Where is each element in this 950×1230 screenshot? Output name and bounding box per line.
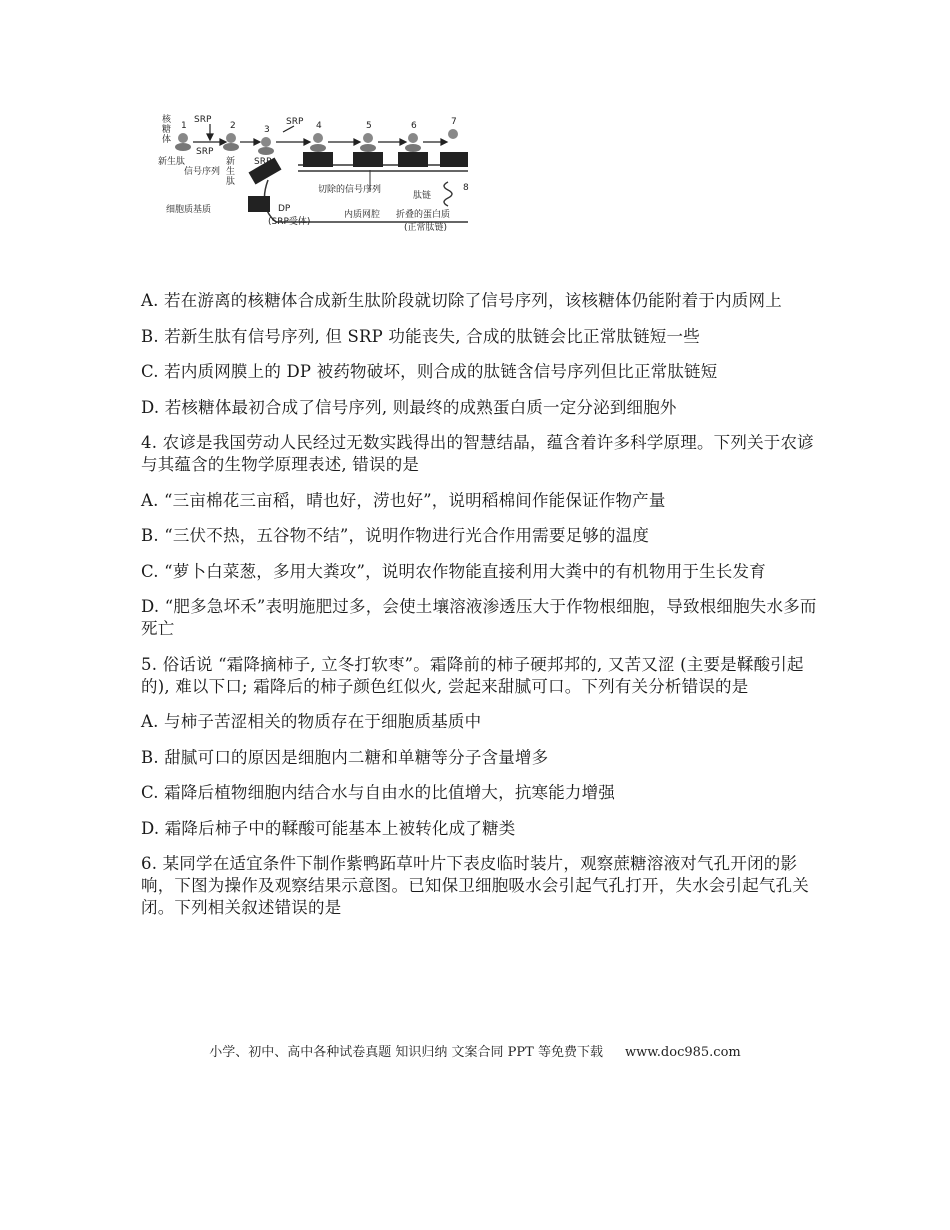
folded-protein-shape [444,182,452,206]
label-folded-protein: 折叠的蛋白质 [396,210,451,220]
q5-stem: 5. 俗话说 “霜降摘柿子, 立冬打软枣”。霜降前的柿子硬邦邦的, 又苦又涩 (主要是鞣酸引起的), 难以下口; 霜降后的柿子颜色红似火, 尝起来甜腻可口。下列有关分析错误的是 [141,654,804,696]
step-3: 3 [264,125,270,135]
q3-option-d: D. 若核糖体最初合成了信号序列, 则最终的成熟蛋白质一定分泌到细胞外 [141,397,677,417]
q5-option-a: A. 与柿子苦涩相关的物质存在于细胞质基质中 [141,712,482,731]
label-srp-top: SRP [194,115,212,125]
label-ribosome-1: 核糖体 [162,115,172,145]
step-5: 5 [366,121,372,131]
ribosome-3 [258,137,274,155]
label-normal-chain: (正常肽链) [404,223,448,233]
step-1: 1 [181,121,187,131]
step-8: 8 [463,183,469,193]
label-er-lumen: 内质网腔 [344,210,381,220]
q3-option-b: B. 若新生肽有信号序列, 但 SRP 功能丧失, 合成的肽链会比正常肽链短一些 [141,326,700,346]
label-signal-seq: 信号序列 [184,167,221,177]
q3-option-c: C. 若内质网膜上的 DP 被药物破坏，则合成的肽链含信号序列但比正常肽链短 [141,362,718,381]
q4-option-d: D. “肥多急坏禾”表明施肥过多，会使土壤溶液渗透压大于作物根细胞，导致根细胞失水多而死亡 [141,597,817,638]
ribosome-1 [175,133,191,151]
q4-stem: 4. 农谚是我国劳动人民经过无数实践得出的智慧结晶，蕴含着许多科学原理。下列关于农谚与其蕴含的生物学原理表述, 错误的是 [141,433,814,474]
q6-stem: 6. 某同学在适宜条件下制作紫鸭跖草叶片下表皮临时装片，观察蔗糖溶液对气孔开闭的影响，下图为操作及观察结果示意图。已知保卫细胞吸水会引起气孔打开，失水会引起气孔关闭。下列相关叙述错误的是 [141,854,809,917]
label-nascent-peptide: 新生肽 [158,157,186,167]
ribosome-4 [303,133,333,167]
q4-option-a: A. “三亩棉花三亩稻，晴也好，涝也好”，说明稻棉间作能保证作物产量 [141,490,666,510]
figure-svg [158,112,483,240]
label-srp-right: SRP [286,117,304,127]
label-cytoplasm-matrix: 细胞质基质 [166,205,212,215]
label-srp-mid: SRP [196,147,214,157]
ribosome-6 [398,133,428,167]
label-peptide-chain: 肽链 [413,191,432,201]
footer-text: 小学、初中、高中各种试卷真题 知识归纳 文案合同 PPT 等免费下载 [209,1045,603,1060]
footer-url[interactable]: www.doc985.com [624,1045,741,1060]
q3-option-a: A. 若在游离的核糖体合成新生肽阶段就切除了信号序列，该核糖体仍能附着于内质网上 [141,291,782,310]
step-7: 7 [451,117,457,127]
ribosome-5 [353,133,383,167]
question-content [141,290,817,933]
step-4: 4 [316,121,322,131]
q4-option-c: C. “萝卜白菜葱，多用大粪攻”，说明农作物能直接利用大粪中的有机物用于生长发育 [141,561,766,581]
label-cut-signal: 切除的信号序列 [318,185,382,195]
label-srp-side: SRP [254,157,272,167]
q5-option-b: B. 甜腻可口的原因是细胞内二糖和单糖等分子含量增多 [141,747,549,767]
label-dp: DP [278,204,291,214]
ribosome-7 [440,129,468,167]
q5-option-d: D. 霜降后柿子中的鞣酸可能基本上被转化成了糖类 [141,818,516,838]
q4-option-b: B. “三伏不热，五谷物不结”，说明作物进行光合作用需要足够的温度 [141,526,650,545]
q5-option-c: C. 霜降后植物细胞内结合水与自由水的比值增大，抗寒能力增强 [141,783,616,802]
protein-synthesis-figure [158,112,483,240]
label-new-peptide: 新生肽 [226,157,236,187]
step-2: 2 [230,121,236,131]
label-srp-receptor: (SRP受体) [268,217,311,227]
step-6: 6 [411,121,417,131]
page-footer [0,1041,950,1060]
